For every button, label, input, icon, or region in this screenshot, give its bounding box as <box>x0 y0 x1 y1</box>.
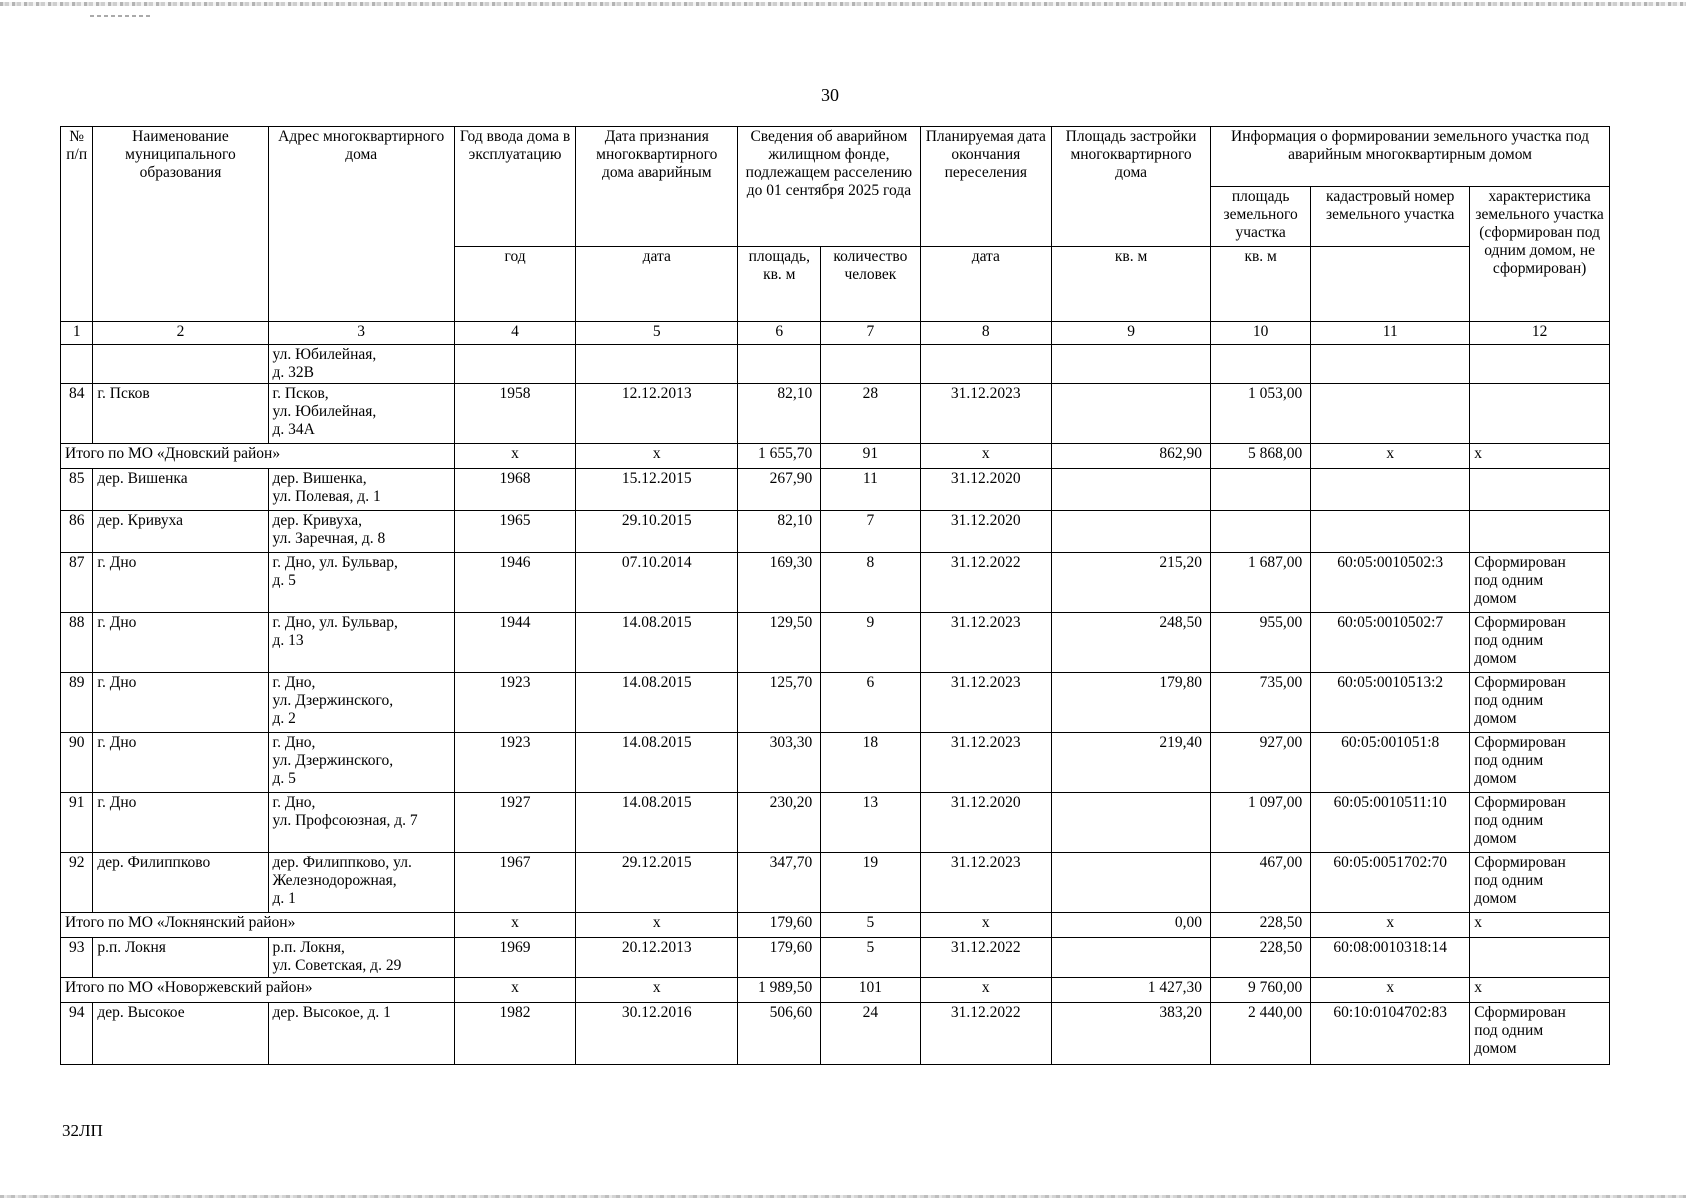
cell-plan-date: 31.12.2023 <box>920 613 1052 673</box>
cell-year: 1927 <box>454 793 575 853</box>
cell-build-area: 1 427,30 <box>1052 978 1211 1003</box>
cell-cadastral <box>1311 345 1470 384</box>
cell-date: 12.12.2013 <box>576 384 738 444</box>
cell-build-area <box>1052 469 1211 511</box>
cell-area: 179,60 <box>738 913 821 938</box>
cell-land-char: Сформирован под одним домом <box>1470 613 1610 673</box>
column-number-row <box>61 322 1610 345</box>
cell-number: 87 <box>61 553 93 613</box>
cell-cadastral: 60:08:0010318:14 <box>1311 938 1470 978</box>
cell-people: 91 <box>821 444 920 469</box>
emergency-housing-table <box>60 126 1610 1065</box>
cell-year: х <box>454 444 575 469</box>
table-body <box>61 345 1610 1065</box>
cell-year: 1958 <box>454 384 575 444</box>
cell-area: 129,50 <box>738 613 821 673</box>
unit-land-area: кв. м <box>1211 247 1311 322</box>
cell-address: г. Дно, ул. Бульвар, д. 5 <box>268 553 454 613</box>
cell-plan-date: 31.12.2023 <box>920 673 1052 733</box>
column-number: 4 <box>454 322 575 345</box>
cell-people: 9 <box>821 613 920 673</box>
cell-cadastral: 60:05:001051:8 <box>1311 733 1470 793</box>
cell-plan-date: х <box>920 913 1052 938</box>
cell-address: р.п. Локня, ул. Советская, д. 29 <box>268 938 454 978</box>
cell-land-area <box>1211 511 1311 553</box>
table-row <box>61 793 1610 853</box>
cell-address: г. Дно, ул. Дзержинского, д. 5 <box>268 733 454 793</box>
col-year-header: Год ввода дома в эксплуатацию <box>454 127 575 247</box>
subtotal-label: Итого по МО «Локнянский район» <box>61 913 455 938</box>
cell-date: х <box>576 444 738 469</box>
scan-edge-top <box>0 2 1686 6</box>
cell-year: 1982 <box>454 1003 575 1065</box>
cell-number <box>61 345 93 384</box>
cell-people: 5 <box>821 913 920 938</box>
column-number: 9 <box>1052 322 1211 345</box>
column-number: 1 <box>61 322 93 345</box>
cell-area: 267,90 <box>738 469 821 511</box>
cell-year: 1944 <box>454 613 575 673</box>
unit-people: количество человек <box>821 247 920 322</box>
unit-date: дата <box>576 247 738 322</box>
column-number: 10 <box>1211 322 1311 345</box>
cell-people: 13 <box>821 793 920 853</box>
cell-land-area <box>1211 345 1311 384</box>
cell-cadastral: 60:05:0051702:70 <box>1311 853 1470 913</box>
col-land-info-header: Информация о формировании земельного участка под аварийным многоквартирным домом <box>1211 127 1610 187</box>
cell-people: 8 <box>821 553 920 613</box>
subtotal-label: Итого по МО «Новоржевский район» <box>61 978 455 1003</box>
cell-land-char: х <box>1470 913 1610 938</box>
cell-cadastral: х <box>1311 913 1470 938</box>
table-row <box>61 613 1610 673</box>
col-date-recognized-header: Дата признания многоквартирного дома аварийным <box>576 127 738 247</box>
cell-land-char: х <box>1470 444 1610 469</box>
cell-cadastral: 60:05:0010513:2 <box>1311 673 1470 733</box>
cell-build-area <box>1052 938 1211 978</box>
scan-edge-bottom <box>0 1195 1686 1198</box>
cell-area: 179,60 <box>738 938 821 978</box>
cell-area: 1 989,50 <box>738 978 821 1003</box>
unit-build-area: кв. м <box>1052 247 1211 322</box>
cell-municipality: г. Дно <box>93 733 268 793</box>
cell-year: 1946 <box>454 553 575 613</box>
cell-area: 82,10 <box>738 384 821 444</box>
cell-land-area: 228,50 <box>1211 938 1311 978</box>
cell-land-area: 927,00 <box>1211 733 1311 793</box>
cell-land-area <box>1211 469 1311 511</box>
table-row <box>61 938 1610 978</box>
cell-plan-date: 31.12.2022 <box>920 553 1052 613</box>
cell-build-area: 383,20 <box>1052 1003 1211 1065</box>
cell-land-char: Сформирован под одним домом <box>1470 853 1610 913</box>
cell-cadastral <box>1311 384 1470 444</box>
cell-address: г. Псков, ул. Юбилейная, д. 34А <box>268 384 454 444</box>
col-land-area-header: площадь земельного участка <box>1211 187 1311 247</box>
column-number: 7 <box>821 322 920 345</box>
table-row <box>61 733 1610 793</box>
col-address-header: Адрес многоквартирного дома <box>268 127 454 322</box>
cell-plan-date: 31.12.2023 <box>920 853 1052 913</box>
cell-address: дер. Филиппково, ул. Железнодорожная, д. 1 <box>268 853 454 913</box>
cell-land-char <box>1470 938 1610 978</box>
cell-area: 125,70 <box>738 673 821 733</box>
cell-land-area: 228,50 <box>1211 913 1311 938</box>
cell-date: 29.12.2015 <box>576 853 738 913</box>
cell-cadastral <box>1311 469 1470 511</box>
cell-land-area: 467,00 <box>1211 853 1311 913</box>
cell-build-area: 219,40 <box>1052 733 1211 793</box>
cell-date: 15.12.2015 <box>576 469 738 511</box>
column-number: 11 <box>1311 322 1470 345</box>
column-number: 2 <box>93 322 268 345</box>
cell-plan-date: 31.12.2020 <box>920 793 1052 853</box>
cell-number: 85 <box>61 469 93 511</box>
cell-area: 1 655,70 <box>738 444 821 469</box>
cell-land-char: Сформирован под одним домом <box>1470 793 1610 853</box>
cell-land-char: Сформирован под одним домом <box>1470 1003 1610 1065</box>
unit-area: площадь, кв. м <box>738 247 821 322</box>
cell-number: 88 <box>61 613 93 673</box>
cell-cadastral <box>1311 511 1470 553</box>
cell-year: 1923 <box>454 673 575 733</box>
cell-cadastral: х <box>1311 978 1470 1003</box>
cell-land-char <box>1470 384 1610 444</box>
cell-cadastral: 60:05:0010502:7 <box>1311 613 1470 673</box>
page-number: 30 <box>821 85 839 105</box>
cell-date: 20.12.2013 <box>576 938 738 978</box>
cell-number: 90 <box>61 733 93 793</box>
cell-number: 89 <box>61 673 93 733</box>
cell-build-area: 215,20 <box>1052 553 1211 613</box>
column-number: 3 <box>268 322 454 345</box>
subtotal-label: Итого по МО «Дновский район» <box>61 444 455 469</box>
cell-year: 1967 <box>454 853 575 913</box>
col-housing-info-header: Сведения об аварийном жилищном фонде, подлежащем расселению до 01 сентября 2025 года <box>738 127 920 247</box>
cell-land-char: Сформирован под одним домом <box>1470 673 1610 733</box>
cell-land-char: Сформирован под одним домом <box>1470 553 1610 613</box>
subtotal-row <box>61 978 1610 1003</box>
cell-build-area: 0,00 <box>1052 913 1211 938</box>
cell-area: 347,70 <box>738 853 821 913</box>
cell-cadastral: х <box>1311 444 1470 469</box>
cell-area: 230,20 <box>738 793 821 853</box>
cell-people: 7 <box>821 511 920 553</box>
cell-land-area: 9 760,00 <box>1211 978 1311 1003</box>
cell-land-char <box>1470 469 1610 511</box>
cell-date: 30.12.2016 <box>576 1003 738 1065</box>
cell-plan-date: х <box>920 978 1052 1003</box>
cell-plan-date: х <box>920 444 1052 469</box>
cell-build-area <box>1052 511 1211 553</box>
cell-municipality: дер. Кривуха <box>93 511 268 553</box>
cell-date: 29.10.2015 <box>576 511 738 553</box>
cell-municipality: р.п. Локня <box>93 938 268 978</box>
cell-plan-date: 31.12.2022 <box>920 938 1052 978</box>
col-municipality-header: Наименование муниципального образования <box>93 127 268 322</box>
cell-land-area: 2 440,00 <box>1211 1003 1311 1065</box>
cell-people: 101 <box>821 978 920 1003</box>
cell-build-area <box>1052 345 1211 384</box>
unit-cadastral-empty <box>1311 247 1470 322</box>
table-row <box>61 345 1610 384</box>
unit-plan-date: дата <box>920 247 1052 322</box>
cell-area: 303,30 <box>738 733 821 793</box>
cell-number: 93 <box>61 938 93 978</box>
cell-date: 14.08.2015 <box>576 613 738 673</box>
cell-address: дер. Кривуха, ул. Заречная, д. 8 <box>268 511 454 553</box>
col-cadastral-header: кадастровый номер земельного участка <box>1311 187 1470 247</box>
cell-address: дер. Высокое, д. 1 <box>268 1003 454 1065</box>
cell-people: 19 <box>821 853 920 913</box>
cell-date: х <box>576 978 738 1003</box>
cell-municipality: г. Дно <box>93 793 268 853</box>
table-row <box>61 469 1610 511</box>
cell-municipality: г. Дно <box>93 673 268 733</box>
cell-address: дер. Вишенка, ул. Полевая, д. 1 <box>268 469 454 511</box>
cell-number: 91 <box>61 793 93 853</box>
cell-land-char <box>1470 345 1610 384</box>
cell-year: х <box>454 913 575 938</box>
cell-area: 169,30 <box>738 553 821 613</box>
cell-year: 1968 <box>454 469 575 511</box>
cell-build-area <box>1052 853 1211 913</box>
cell-people: 11 <box>821 469 920 511</box>
cell-municipality: дер. Вишенка <box>93 469 268 511</box>
cell-land-char: х <box>1470 978 1610 1003</box>
table-row <box>61 673 1610 733</box>
cell-people: 6 <box>821 673 920 733</box>
cell-plan-date: 31.12.2023 <box>920 733 1052 793</box>
cell-address: г. Дно, ул. Дзержинского, д. 2 <box>268 673 454 733</box>
cell-people: 5 <box>821 938 920 978</box>
cell-build-area <box>1052 793 1211 853</box>
cell-cadastral: 60:10:0104702:83 <box>1311 1003 1470 1065</box>
cell-plan-date: 31.12.2022 <box>920 1003 1052 1065</box>
cell-address: г. Дно, ул. Бульвар, д. 13 <box>268 613 454 673</box>
cell-cadastral: 60:05:0010511:10 <box>1311 793 1470 853</box>
cell-date: 07.10.2014 <box>576 553 738 613</box>
cell-area: 506,60 <box>738 1003 821 1065</box>
cell-municipality: г. Дно <box>93 613 268 673</box>
table-row <box>61 853 1610 913</box>
cell-municipality: дер. Филиппково <box>93 853 268 913</box>
cell-area: 82,10 <box>738 511 821 553</box>
cell-plan-date <box>920 345 1052 384</box>
cell-land-char: Сформирован под одним домом <box>1470 733 1610 793</box>
table-row <box>61 511 1610 553</box>
cell-area <box>738 345 821 384</box>
cell-land-area: 735,00 <box>1211 673 1311 733</box>
column-number: 8 <box>920 322 1052 345</box>
cell-number: 94 <box>61 1003 93 1065</box>
cell-year <box>454 345 575 384</box>
cell-plan-date: 31.12.2023 <box>920 384 1052 444</box>
col-building-area-header: Площадь застройки многоквартирного дома <box>1052 127 1211 247</box>
cell-people: 18 <box>821 733 920 793</box>
table-row <box>61 553 1610 613</box>
cell-land-area: 5 868,00 <box>1211 444 1311 469</box>
cell-number: 92 <box>61 853 93 913</box>
cell-date: 14.08.2015 <box>576 793 738 853</box>
col-planned-date-header: Планируемая дата окончания переселения <box>920 127 1052 247</box>
cell-people: 24 <box>821 1003 920 1065</box>
col-land-char-header: характеристика земельного участка (сформирован под одним домом, не сформирован) <box>1470 187 1610 322</box>
footer-code: 32ЛП <box>62 1121 103 1140</box>
cell-people: 28 <box>821 384 920 444</box>
cell-plan-date: 31.12.2020 <box>920 511 1052 553</box>
cell-people <box>821 345 920 384</box>
cell-build-area: 179,80 <box>1052 673 1211 733</box>
column-number: 6 <box>738 322 821 345</box>
cell-date: 14.08.2015 <box>576 673 738 733</box>
table-row <box>61 384 1610 444</box>
cell-municipality: г. Дно <box>93 553 268 613</box>
cell-date: 14.08.2015 <box>576 733 738 793</box>
cell-year: 1923 <box>454 733 575 793</box>
cell-land-area: 955,00 <box>1211 613 1311 673</box>
cell-year: х <box>454 978 575 1003</box>
cell-build-area: 248,50 <box>1052 613 1211 673</box>
scan-mark-top <box>90 15 150 17</box>
cell-date: х <box>576 913 738 938</box>
subtotal-row <box>61 913 1610 938</box>
cell-date <box>576 345 738 384</box>
col-number-header: № п/п <box>61 127 93 322</box>
cell-build-area: 862,90 <box>1052 444 1211 469</box>
cell-number: 86 <box>61 511 93 553</box>
subtotal-row <box>61 444 1610 469</box>
cell-land-area: 1 097,00 <box>1211 793 1311 853</box>
cell-year: 1969 <box>454 938 575 978</box>
column-number: 12 <box>1470 322 1610 345</box>
cell-land-area: 1 687,00 <box>1211 553 1311 613</box>
cell-address: ул. Юбилейная, д. 32В <box>268 345 454 384</box>
cell-land-area: 1 053,00 <box>1211 384 1311 444</box>
cell-municipality: г. Псков <box>93 384 268 444</box>
cell-cadastral: 60:05:0010502:3 <box>1311 553 1470 613</box>
cell-municipality <box>93 345 268 384</box>
table-row <box>61 1003 1610 1065</box>
cell-plan-date: 31.12.2020 <box>920 469 1052 511</box>
cell-number: 84 <box>61 384 93 444</box>
cell-build-area <box>1052 384 1211 444</box>
cell-land-char <box>1470 511 1610 553</box>
cell-address: г. Дно, ул. Профсоюзная, д. 7 <box>268 793 454 853</box>
unit-year: год <box>454 247 575 322</box>
cell-year: 1965 <box>454 511 575 553</box>
column-number: 5 <box>576 322 738 345</box>
cell-municipality: дер. Высокое <box>93 1003 268 1065</box>
